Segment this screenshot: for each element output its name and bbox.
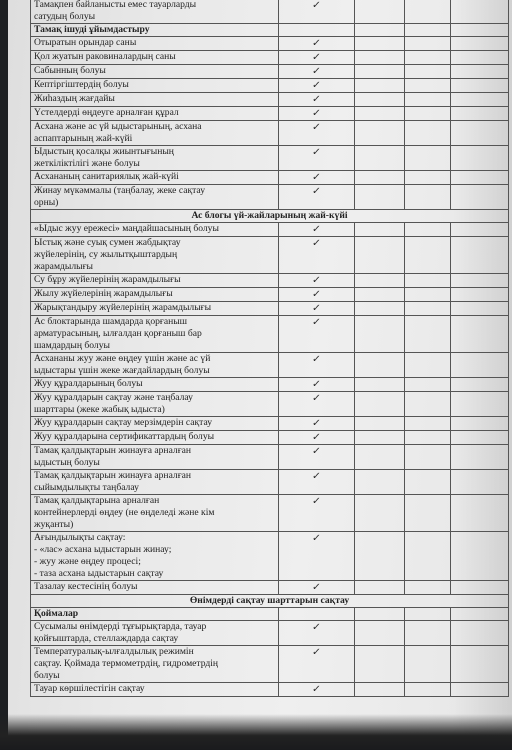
compliant-cell xyxy=(279,51,355,65)
not-applicable-cell xyxy=(405,378,451,392)
noncompliant-cell xyxy=(355,24,405,37)
checklist-row xyxy=(31,353,509,378)
checklist-row xyxy=(31,581,509,595)
compliant-cell xyxy=(279,302,355,316)
notes-cell xyxy=(451,445,509,470)
compliant-cell xyxy=(279,0,355,24)
noncompliant-cell xyxy=(355,470,405,495)
compliant-cell xyxy=(279,608,355,621)
not-applicable-cell xyxy=(405,417,451,431)
checklist-row xyxy=(31,0,509,24)
criterion-cell xyxy=(31,146,279,171)
compliant-cell xyxy=(279,237,355,274)
notes-cell xyxy=(451,316,509,353)
criterion-text: Ыдыстың қосалқы жиынтығының xyxy=(34,146,174,157)
criterion-text: Кептіргіштердің болуы xyxy=(34,79,129,90)
criterion-text: - «лас» асхана ыдыстарын жинау; xyxy=(34,544,172,555)
notes-cell xyxy=(451,581,509,595)
noncompliant-cell xyxy=(355,608,405,621)
criterion-cell xyxy=(31,417,279,431)
criterion-text: Асхана және ас үй ыдыстарының, асхана xyxy=(34,121,202,132)
criterion-cell xyxy=(31,79,279,93)
noncompliant-cell xyxy=(355,353,405,378)
criterion-cell xyxy=(31,532,279,581)
not-applicable-cell xyxy=(405,24,451,37)
criterion-text: Ағындылықты сақтау: xyxy=(34,532,126,543)
compliant-cell xyxy=(279,581,355,595)
checklist-row xyxy=(31,392,509,417)
noncompliant-cell xyxy=(355,223,405,237)
criterion-text: Отыратын орындар саны xyxy=(34,37,137,48)
criterion-cell xyxy=(31,353,279,378)
compliant-cell xyxy=(279,146,355,171)
noncompliant-cell xyxy=(355,378,405,392)
not-applicable-cell xyxy=(405,316,451,353)
criterion-text: Тамақпен байланысты емес тауарларды xyxy=(34,0,197,10)
checklist-row xyxy=(31,621,509,646)
criterion-cell xyxy=(31,51,279,65)
subsection-heading-row xyxy=(31,24,509,37)
checklist-row xyxy=(31,93,509,107)
checkmark-icon: ✓ xyxy=(311,393,322,404)
criterion-text: Ыстық және суық сумен жабдықтау xyxy=(34,237,181,248)
notes-cell xyxy=(451,93,509,107)
compliant-cell xyxy=(279,37,355,51)
notes-cell xyxy=(451,353,509,378)
not-applicable-cell xyxy=(405,51,451,65)
criterion-cell xyxy=(31,274,279,288)
not-applicable-cell xyxy=(405,0,451,24)
notes-cell xyxy=(451,24,509,37)
checklist-row xyxy=(31,445,509,470)
not-applicable-cell xyxy=(405,581,451,595)
checklist-row xyxy=(31,37,509,51)
criterion-cell xyxy=(31,237,279,274)
criterion-text: контейнерлерді өңдеу (не өңделеді және кім xyxy=(34,507,215,518)
criterion-text: аспаптарының жай-күйі xyxy=(34,133,133,144)
checklist-row xyxy=(31,274,509,288)
notes-cell xyxy=(451,146,509,171)
checkmark-icon: ✓ xyxy=(311,354,322,365)
checkmark-icon: ✓ xyxy=(311,303,322,314)
criterion-cell xyxy=(31,495,279,532)
not-applicable-cell xyxy=(405,274,451,288)
notes-cell xyxy=(451,608,509,621)
compliant-cell xyxy=(279,24,355,37)
checkmark-icon: ✓ xyxy=(311,172,322,183)
criterion-cell xyxy=(31,431,279,445)
notes-cell xyxy=(451,683,509,697)
criterion-cell xyxy=(31,445,279,470)
checklist-row xyxy=(31,146,509,171)
notes-cell xyxy=(451,51,509,65)
criterion-text: Асхананы жуу және өңдеу үшін және ас үй xyxy=(34,353,211,364)
checkmark-icon: ✓ xyxy=(311,224,322,235)
compliant-cell xyxy=(279,171,355,185)
criterion-text: Асхананың санитариялық жай-күйі xyxy=(34,171,179,182)
compliant-cell xyxy=(279,392,355,417)
criterion-cell xyxy=(31,65,279,79)
checkmark-icon: ✓ xyxy=(311,147,322,158)
noncompliant-cell xyxy=(355,93,405,107)
criterion-text: ыдыстары үшін жеке жағдайлардың болуы xyxy=(34,365,210,376)
noncompliant-cell xyxy=(355,185,405,210)
criterion-text: - жуу және өңдеу процесі; xyxy=(34,556,141,567)
checkmark-icon: ✓ xyxy=(311,94,322,105)
not-applicable-cell xyxy=(405,146,451,171)
noncompliant-cell xyxy=(355,532,405,581)
criterion-cell xyxy=(31,107,279,121)
not-applicable-cell xyxy=(405,65,451,79)
criterion-text: жеткіліктілігі және болуы xyxy=(34,158,140,169)
compliant-cell xyxy=(279,79,355,93)
not-applicable-cell xyxy=(405,683,451,697)
not-applicable-cell xyxy=(405,185,451,210)
not-applicable-cell xyxy=(405,431,451,445)
compliant-cell xyxy=(279,121,355,146)
criterion-text: Жуу құралдарына сертификаттардың болуы xyxy=(34,431,215,442)
notes-cell xyxy=(451,392,509,417)
compliant-cell xyxy=(279,683,355,697)
criterion-text: Тамақ қалдықтарына арналған xyxy=(34,495,160,506)
compliant-cell xyxy=(279,417,355,431)
criterion-text: Су бұру жүйелерінің жарамдылығы xyxy=(34,274,181,285)
noncompliant-cell xyxy=(355,431,405,445)
checkmark-icon: ✓ xyxy=(311,38,322,49)
checklist-row xyxy=(31,51,509,65)
checkmark-icon: ✓ xyxy=(311,533,322,544)
compliant-cell xyxy=(279,223,355,237)
compliant-cell xyxy=(279,445,355,470)
criterion-text: сатудың болуы xyxy=(34,11,96,22)
notes-cell xyxy=(451,79,509,93)
not-applicable-cell xyxy=(405,608,451,621)
notes-cell xyxy=(451,171,509,185)
notes-cell xyxy=(451,288,509,302)
compliant-cell xyxy=(279,646,355,683)
noncompliant-cell xyxy=(355,37,405,51)
criterion-text: болуы xyxy=(34,670,60,681)
noncompliant-cell xyxy=(355,683,405,697)
checklist-row xyxy=(31,185,509,210)
criterion-text: «Ыдыс жуу ережесі» маңдайшасының болуы xyxy=(34,223,219,234)
section-heading: Ас блогы үй-жайларының жай-күйі xyxy=(31,210,509,223)
not-applicable-cell xyxy=(405,79,451,93)
checklist-row xyxy=(31,171,509,185)
noncompliant-cell xyxy=(355,171,405,185)
checklist-row xyxy=(31,646,509,683)
criterion-text: Тазалау кестесінің болуы xyxy=(34,581,138,592)
criterion-cell xyxy=(31,621,279,646)
not-applicable-cell xyxy=(405,353,451,378)
noncompliant-cell xyxy=(355,65,405,79)
noncompliant-cell xyxy=(355,445,405,470)
compliant-cell xyxy=(279,495,355,532)
notes-cell xyxy=(451,431,509,445)
compliant-cell xyxy=(279,93,355,107)
compliant-cell xyxy=(279,185,355,210)
criterion-cell xyxy=(31,185,279,210)
checklist-row xyxy=(31,316,509,353)
noncompliant-cell xyxy=(355,288,405,302)
criterion-text: жуқанты) xyxy=(34,519,74,530)
subsection-heading: Тамақ ішуді ұйымдастыру xyxy=(31,24,279,37)
noncompliant-cell xyxy=(355,581,405,595)
criterion-text: Жуу құралдарын сақтау мерзімдерін сақтау xyxy=(34,417,213,428)
criterion-text: Жиһаздың жағдайы xyxy=(34,93,115,104)
notes-cell xyxy=(451,121,509,146)
noncompliant-cell xyxy=(355,392,405,417)
checkmark-icon: ✓ xyxy=(311,317,322,328)
not-applicable-cell xyxy=(405,445,451,470)
criterion-text: Жуу құралдарының болуы xyxy=(34,378,143,389)
criterion-cell xyxy=(31,581,279,595)
noncompliant-cell xyxy=(355,316,405,353)
checklist-row xyxy=(31,107,509,121)
criterion-text: Сусымалы өнімдерді тұғырықтарда, тауар xyxy=(34,621,207,632)
not-applicable-cell xyxy=(405,646,451,683)
criterion-text: ыдыстың болуы xyxy=(34,457,100,468)
checkmark-icon: ✓ xyxy=(311,496,322,507)
checkmark-icon: ✓ xyxy=(311,647,322,658)
not-applicable-cell xyxy=(405,302,451,316)
criterion-text: арматурасының, ылғалдан қорғаныш бар xyxy=(34,328,202,339)
criterion-cell xyxy=(31,121,279,146)
compliant-cell xyxy=(279,532,355,581)
not-applicable-cell xyxy=(405,495,451,532)
checkmark-icon: ✓ xyxy=(311,432,322,443)
checkmark-icon: ✓ xyxy=(311,418,322,429)
noncompliant-cell xyxy=(355,302,405,316)
noncompliant-cell xyxy=(355,0,405,24)
compliant-cell xyxy=(279,288,355,302)
criterion-text: жарамдылығы xyxy=(34,261,93,272)
noncompliant-cell xyxy=(355,621,405,646)
criterion-cell xyxy=(31,378,279,392)
criterion-text: Қол жуатын раковиналардың саны xyxy=(34,51,176,62)
compliant-cell xyxy=(279,65,355,79)
noncompliant-cell xyxy=(355,237,405,274)
criterion-text: Жуу құралдарын сақтау және таңбалау xyxy=(34,392,193,403)
checkmark-icon: ✓ xyxy=(311,0,322,11)
compliant-cell xyxy=(279,316,355,353)
notes-cell xyxy=(451,185,509,210)
criterion-cell xyxy=(31,302,279,316)
notes-cell xyxy=(451,378,509,392)
checklist-row xyxy=(31,378,509,392)
criterion-text: сыйымдылықты таңбалау xyxy=(34,482,139,493)
not-applicable-cell xyxy=(405,392,451,417)
checklist-row xyxy=(31,223,509,237)
checklist-row xyxy=(31,302,509,316)
criterion-text: Тамақ қалдықтарын жинауға арналған xyxy=(34,445,192,456)
not-applicable-cell xyxy=(405,37,451,51)
criterion-text: орны) xyxy=(34,197,59,208)
compliant-cell xyxy=(279,470,355,495)
checklist-row xyxy=(31,495,509,532)
compliant-cell xyxy=(279,107,355,121)
checkmark-icon: ✓ xyxy=(311,238,322,249)
notes-cell xyxy=(451,274,509,288)
criterion-text: Үстелдерді өңдеуге арналған құрал xyxy=(34,107,179,118)
checkmark-icon: ✓ xyxy=(311,275,322,286)
notes-cell xyxy=(451,470,509,495)
criterion-cell xyxy=(31,288,279,302)
not-applicable-cell xyxy=(405,223,451,237)
notes-cell xyxy=(451,223,509,237)
checkmark-icon: ✓ xyxy=(311,52,322,63)
criterion-cell xyxy=(31,223,279,237)
criterion-text: Температуралық-ылғалдылық режимін xyxy=(34,646,194,657)
noncompliant-cell xyxy=(355,646,405,683)
criterion-text: шамдардың болуы xyxy=(34,340,110,351)
checklist-row xyxy=(31,417,509,431)
noncompliant-cell xyxy=(355,417,405,431)
checkmark-icon: ✓ xyxy=(311,582,322,593)
not-applicable-cell xyxy=(405,470,451,495)
checkmark-icon: ✓ xyxy=(311,66,322,77)
inspection-checklist-table xyxy=(30,0,509,697)
compliant-cell xyxy=(279,621,355,646)
checkmark-icon: ✓ xyxy=(311,80,322,91)
checklist-row xyxy=(31,79,509,93)
checklist-row xyxy=(31,288,509,302)
not-applicable-cell xyxy=(405,237,451,274)
criterion-cell xyxy=(31,683,279,697)
noncompliant-cell xyxy=(355,51,405,65)
criterion-text: сақтау. Қоймада термометрдің, гидрометрдің xyxy=(34,658,219,669)
notes-cell xyxy=(451,0,509,24)
criterion-text: Сабынның болуы xyxy=(34,65,106,76)
noncompliant-cell xyxy=(355,495,405,532)
section-heading-row xyxy=(31,210,509,223)
not-applicable-cell xyxy=(405,288,451,302)
checklist-row xyxy=(31,532,509,581)
not-applicable-cell xyxy=(405,621,451,646)
criterion-cell xyxy=(31,93,279,107)
checklist-row xyxy=(31,121,509,146)
checklist-row xyxy=(31,237,509,274)
criterion-cell xyxy=(31,171,279,185)
checklist-body xyxy=(31,0,509,697)
noncompliant-cell xyxy=(355,107,405,121)
not-applicable-cell xyxy=(405,107,451,121)
criterion-cell xyxy=(31,470,279,495)
checkmark-icon: ✓ xyxy=(311,379,322,390)
compliant-cell xyxy=(279,353,355,378)
subsection-heading: Қоймалар xyxy=(31,608,279,621)
notes-cell xyxy=(451,37,509,51)
subsection-heading-row xyxy=(31,608,509,621)
criterion-cell xyxy=(31,392,279,417)
criterion-text: Жинау мүкәммалы (таңбалау, жеке сақтау xyxy=(34,185,205,196)
checklist-row xyxy=(31,683,509,697)
not-applicable-cell xyxy=(405,121,451,146)
checklist-row xyxy=(31,431,509,445)
section-heading: Өнімдерді сақтау шарттарын сақтау xyxy=(31,595,509,608)
checklist-row xyxy=(31,65,509,79)
notes-cell xyxy=(451,621,509,646)
checkmark-icon: ✓ xyxy=(311,122,322,133)
notes-cell xyxy=(451,65,509,79)
noncompliant-cell xyxy=(355,146,405,171)
checkmark-icon: ✓ xyxy=(311,186,322,197)
criterion-text: жүйелерінің, су жылытқыштардың xyxy=(34,249,178,260)
criterion-cell xyxy=(31,316,279,353)
criterion-text: қойғыштарда, стеллаждарда сақтау xyxy=(34,633,179,644)
not-applicable-cell xyxy=(405,532,451,581)
checkmark-icon: ✓ xyxy=(311,622,322,633)
criterion-text: - таза асхана ыдыстарын сақтау xyxy=(34,568,164,579)
noncompliant-cell xyxy=(355,274,405,288)
notes-cell xyxy=(451,532,509,581)
checkmark-icon: ✓ xyxy=(311,684,322,695)
notes-cell xyxy=(451,495,509,532)
checkmark-icon: ✓ xyxy=(311,471,322,482)
criterion-text: Жарықтандыру жүйелерінің жарамдылығы xyxy=(34,302,212,313)
compliant-cell xyxy=(279,378,355,392)
criterion-cell xyxy=(31,0,279,24)
noncompliant-cell xyxy=(355,121,405,146)
criterion-cell xyxy=(31,646,279,683)
background-bottom xyxy=(0,714,512,750)
checkmark-icon: ✓ xyxy=(311,108,322,119)
section-heading-row xyxy=(31,595,509,608)
notes-cell xyxy=(451,237,509,274)
notes-cell xyxy=(451,646,509,683)
checkmark-icon: ✓ xyxy=(311,446,322,457)
checklist-row xyxy=(31,470,509,495)
notes-cell xyxy=(451,417,509,431)
noncompliant-cell xyxy=(355,79,405,93)
compliant-cell xyxy=(279,274,355,288)
notes-cell xyxy=(451,107,509,121)
checkmark-icon: ✓ xyxy=(311,289,322,300)
criterion-text: Тамақ қалдықтарын жинауға арналған xyxy=(34,470,192,481)
criterion-text: Тауар көршілестігін сақтау xyxy=(34,683,145,694)
not-applicable-cell xyxy=(405,93,451,107)
criterion-text: Ас блоктарында шамдарда қорғаныш xyxy=(34,316,188,327)
criterion-text: шарттары (жеке жабық ыдыста) xyxy=(34,404,165,415)
not-applicable-cell xyxy=(405,171,451,185)
criterion-cell xyxy=(31,37,279,51)
criterion-text: Жылу жүйелерінің жарамдылығы xyxy=(34,288,173,299)
compliant-cell xyxy=(279,431,355,445)
notes-cell xyxy=(451,302,509,316)
